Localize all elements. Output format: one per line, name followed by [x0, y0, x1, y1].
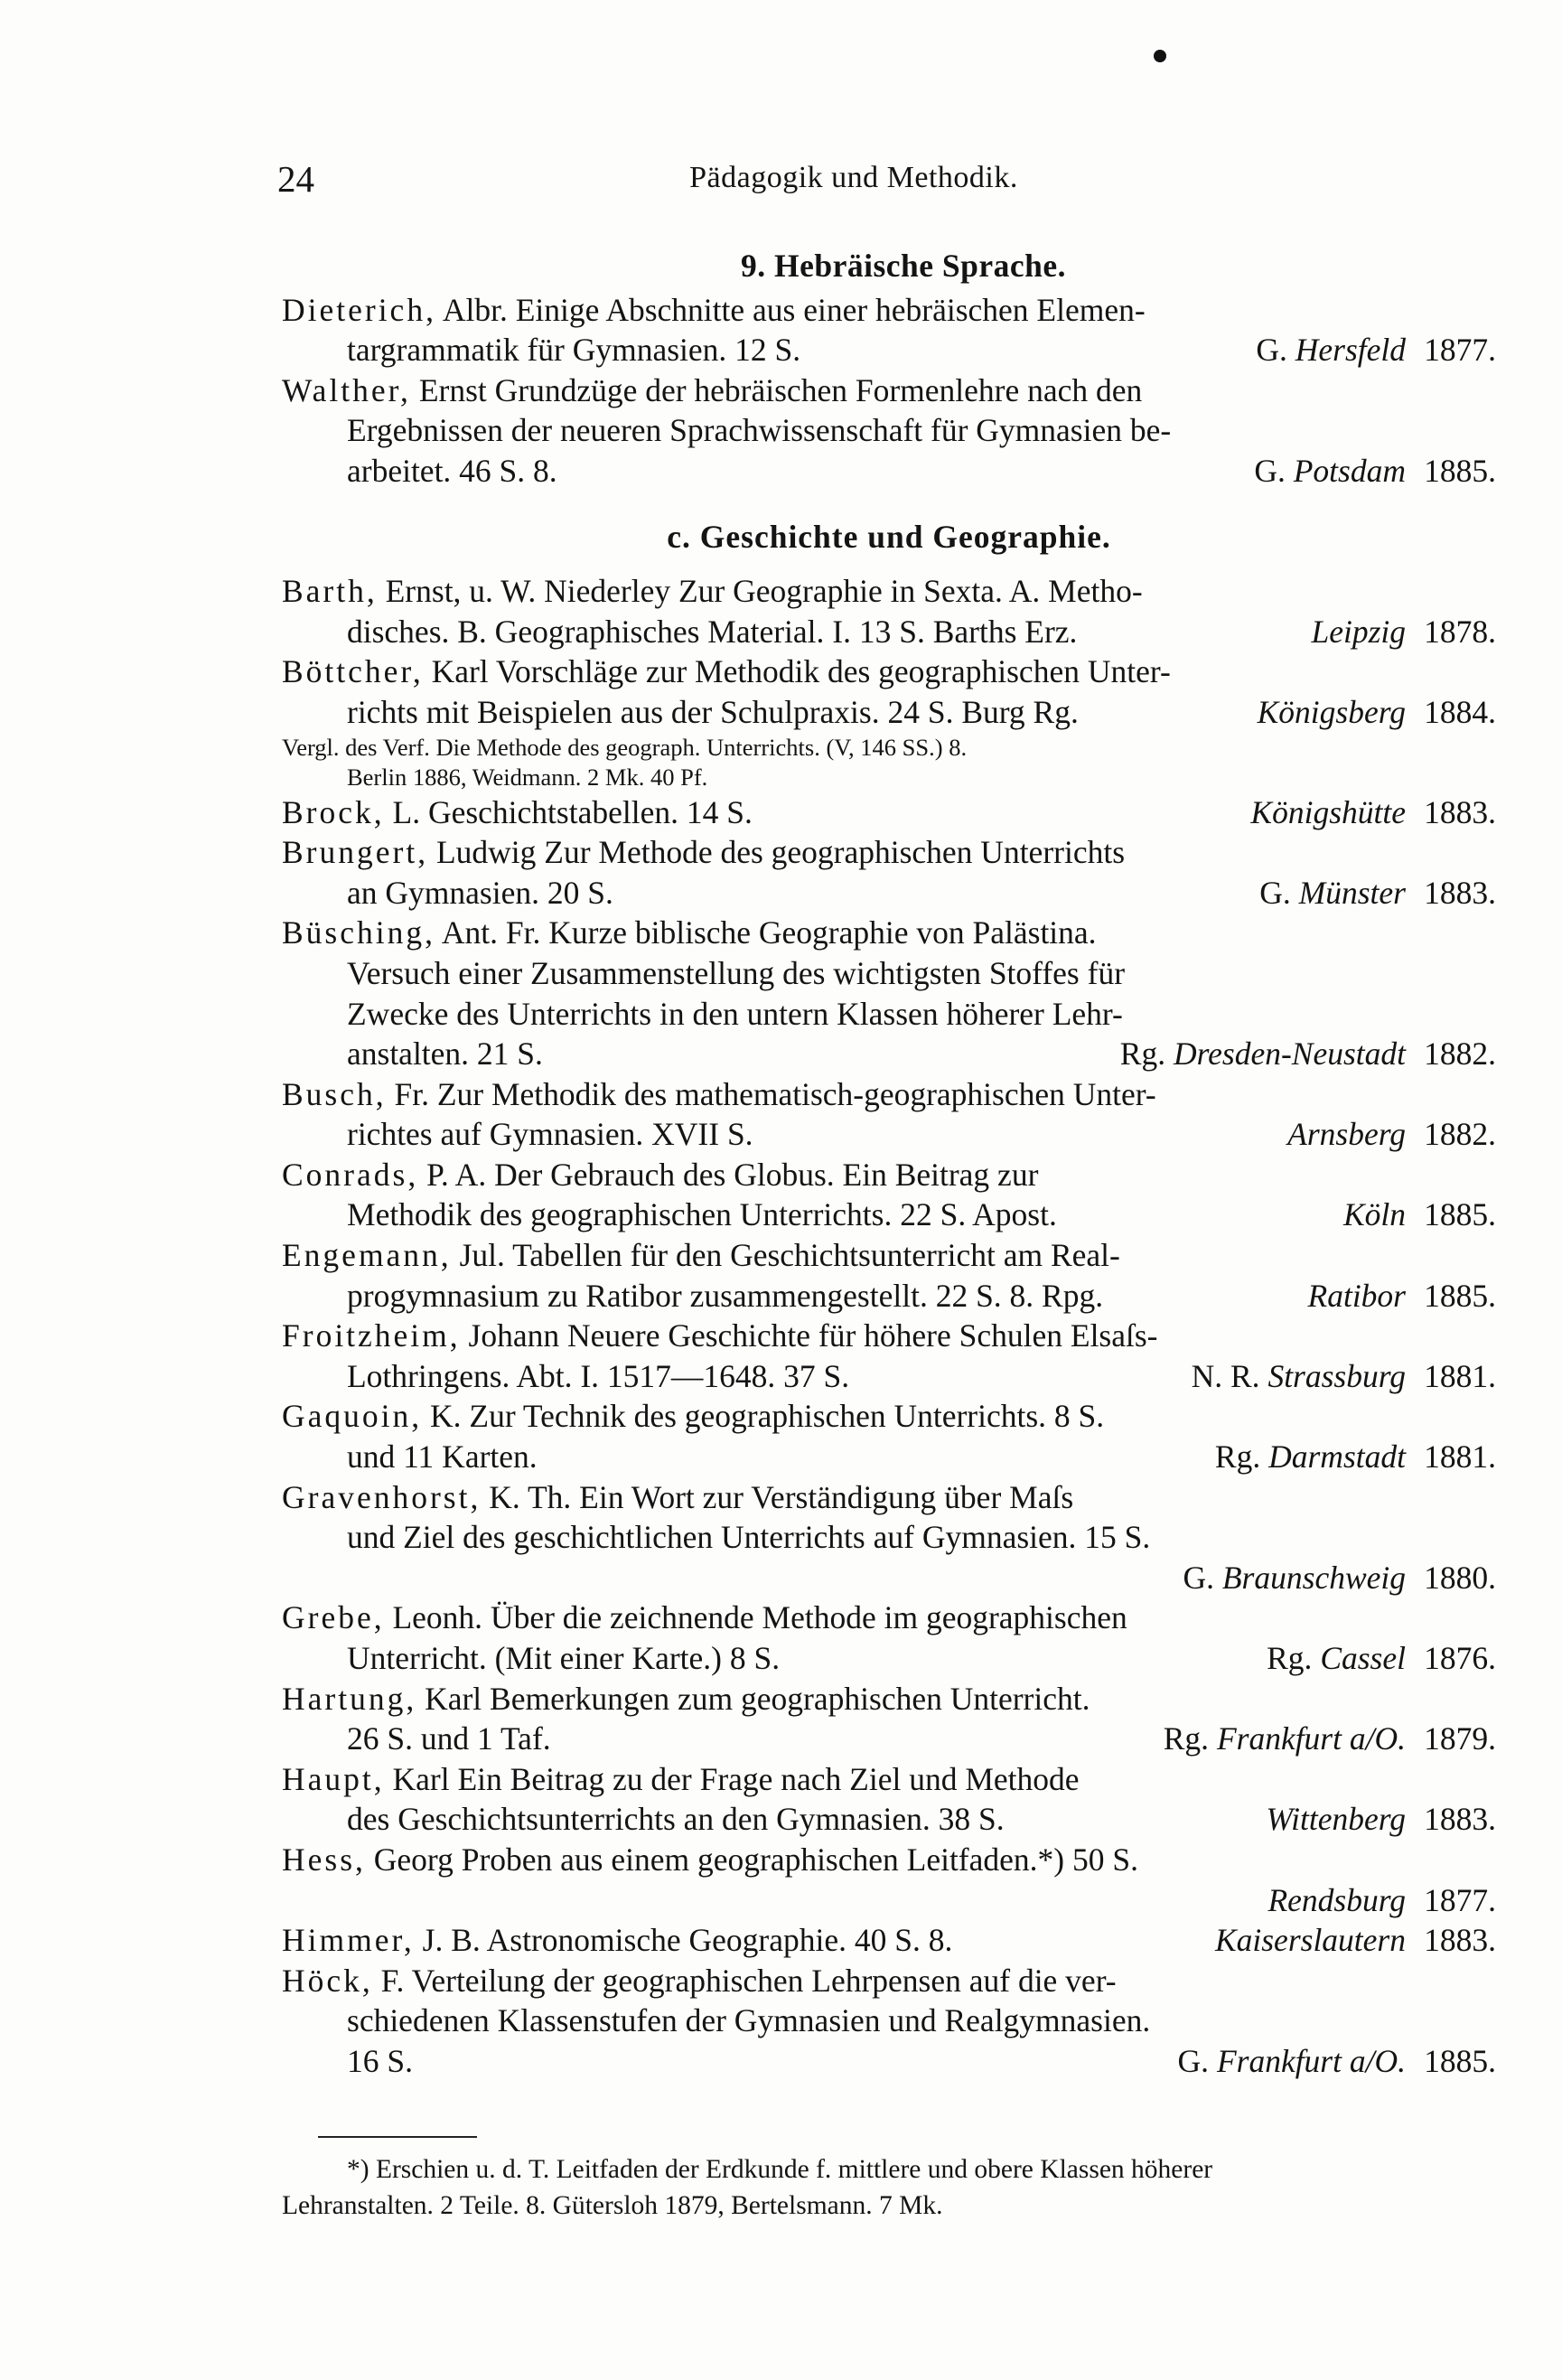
entry-place-name: Frankfurt a/O.: [1216, 2042, 1406, 2079]
bibliography-entry: [282, 1396, 1496, 1476]
entry-author: Brock,: [282, 793, 385, 830]
entry-text: Ergebnissen der neueren Sprachwissenschaft für Gymnasien be-: [347, 412, 1172, 449]
entry-place-name: Rendsburg: [1267, 1881, 1406, 1918]
entry-year: 1880.: [1424, 1559, 1496, 1596]
entry-line: [282, 913, 1496, 953]
footnote-line: Lehranstalten. 2 Teile. 8. Gütersloh 1879, Bertelsmann. 7 Mk.: [282, 2191, 943, 2220]
entry-line: [282, 953, 1496, 994]
entry-line: [282, 1437, 1496, 1477]
entry-text: Karl Bemerkungen zum geographischen Unterricht.: [425, 1680, 1090, 1717]
entry-year: 1876.: [1424, 1640, 1496, 1676]
entry-text: F. Verteilung der geographischen Lehrpensen auf die ver-: [380, 1962, 1117, 1999]
bibliography-entry: [282, 290, 1496, 370]
entry-place-name: Leipzig: [1311, 613, 1406, 650]
entry-text: targrammatik für Gymnasien. 12 S.: [347, 332, 801, 369]
entry-line: [282, 1517, 1496, 1558]
entry-school: G.: [1259, 874, 1291, 911]
bibliography-entry: [282, 571, 1496, 651]
entry-line: [282, 1961, 1496, 2001]
entry-author: Barth,: [282, 573, 378, 610]
entry-place-name: Potsdam: [1293, 452, 1406, 489]
entry-place-name: Hersfeld: [1295, 332, 1406, 369]
bibliography-entry: [282, 1477, 1496, 1598]
entry-line: [282, 2001, 1496, 2041]
entry-line: [282, 1558, 1496, 1598]
entry-text: an Gymnasien. 20 S.: [347, 874, 613, 911]
entry-text: K. Th. Ein Wort zur Verständigung über Maſs: [489, 1478, 1074, 1515]
section-heading-hebrew: 9. Hebräische Sprache.: [740, 248, 1067, 284]
page-number: 24: [277, 158, 314, 200]
entry-line: [282, 1074, 1496, 1115]
entry-author: Gravenhorst,: [282, 1478, 482, 1515]
bibliography-entry: [282, 1074, 1496, 1155]
entry-place-name: Braunschweig: [1221, 1559, 1406, 1596]
entry-place: [1311, 612, 1406, 652]
entry-line: [282, 1598, 1496, 1638]
entry-school: G.: [1183, 1559, 1214, 1596]
entries-hebrew: [282, 290, 1496, 492]
bibliography-entry: [282, 1155, 1496, 1235]
entry-place-name: Frankfurt a/O.: [1216, 1720, 1406, 1757]
entry-text: arbeitet. 46 S. 8.: [347, 452, 557, 489]
entry-line: [282, 1759, 1496, 1800]
entry-text: disches. B. Geographisches Material. I. 13 S. Barths Erz.: [347, 613, 1078, 650]
entry-place-name: Ratibor: [1307, 1277, 1406, 1314]
entry-year: 1884.: [1424, 693, 1496, 730]
entry-text: J. B. Astronomische Geographie. 40 S. 8.: [422, 1922, 953, 1959]
bibliography-entry: [282, 913, 1496, 1073]
page-header: [0, 157, 1562, 211]
entry-place: [1215, 1437, 1406, 1477]
entry-place-name: Arnsberg: [1287, 1116, 1406, 1153]
entry-school: Rg.: [1214, 1438, 1261, 1476]
entry-line: [282, 1799, 1496, 1840]
entry-author: Büsching,: [282, 914, 435, 951]
entry-line: [282, 1235, 1496, 1276]
entry-author: Walther,: [282, 371, 411, 408]
entry-school: Rg.: [1163, 1720, 1210, 1757]
entry-place: [1343, 1195, 1406, 1235]
entry-place: [1120, 1034, 1406, 1074]
entries-history-geography: [282, 571, 1496, 2081]
entry-year: 1883.: [1424, 1922, 1496, 1959]
entry-line: [282, 451, 1496, 492]
entry-school: N. R.: [1191, 1357, 1260, 1394]
entry-place-name: Strassburg: [1267, 1357, 1406, 1394]
entry-line: [282, 1679, 1496, 1719]
entry-line: [282, 1356, 1496, 1397]
entry-author: Hartung,: [282, 1680, 417, 1717]
entry-line: [282, 1276, 1496, 1316]
entry-text: Johann Neuere Geschichte für höhere Schulen Elsaſs-: [468, 1317, 1158, 1354]
entry-place: [1267, 1799, 1406, 1840]
bibliography-entry: [282, 1598, 1496, 1678]
entry-line: [282, 410, 1496, 451]
bibliography-entry: [282, 651, 1496, 792]
entry-note: [282, 733, 1496, 792]
entry-line: [282, 873, 1496, 914]
entry-note-line: Berlin 1886, Weidmann. 2 Mk. 40 Pf.: [347, 763, 708, 791]
entry-place: [1287, 1114, 1406, 1155]
entry-text: Zwecke des Unterrichts in den untern Klassen höherer Lehr-: [347, 995, 1123, 1032]
entry-line: [282, 1840, 1496, 1880]
entry-author: Busch,: [282, 1075, 387, 1112]
entry-text: Unterricht. (Mit einer Karte.) 8 S.: [347, 1640, 781, 1676]
bibliography-entry: [282, 1840, 1496, 1920]
bibliography-entry: [282, 1235, 1496, 1316]
entry-school: G.: [1254, 452, 1286, 489]
entry-school: G.: [1256, 332, 1287, 369]
entry-text: Karl Ein Beitrag zu der Frage nach Ziel und Methode: [392, 1760, 1080, 1797]
entry-place-name: Wittenberg: [1266, 1801, 1406, 1838]
entry-line: [282, 1155, 1496, 1195]
ink-dot: [1154, 50, 1166, 62]
entry-author: Froitzheim,: [282, 1317, 461, 1354]
entry-line: [282, 1638, 1496, 1679]
section-heading-history-geography: c. Geschichte und Geographie.: [667, 518, 1111, 555]
entry-year: 1882.: [1424, 1116, 1496, 1153]
entry-text: schiedenen Klassenstufen der Gymnasien und Realgymnasien.: [347, 2002, 1151, 2039]
entry-year: 1883.: [1424, 874, 1496, 911]
entry-line: [282, 1316, 1496, 1356]
entry-place: [1267, 1638, 1406, 1679]
entry-text: Karl Vorschläge zur Methodik des geographischen Unter-: [431, 653, 1171, 690]
entry-author: Engemann,: [282, 1237, 452, 1274]
entry-line: [282, 1195, 1496, 1235]
bibliography-entry: [282, 1759, 1496, 1840]
entry-text: progymnasium zu Ratibor zusammengestellt. 22 S. 8. Rpg.: [347, 1277, 1104, 1314]
entry-year: 1885.: [1424, 452, 1496, 489]
entry-text: Ernst, u. W. Niederley Zur Geographie in Sexta. A. Metho-: [385, 573, 1143, 610]
bibliography-entry: [282, 1316, 1496, 1396]
entry-line: [282, 1034, 1496, 1074]
entry-text: Methodik des geographischen Unterrichts. 22 S. Apost.: [347, 1196, 1057, 1233]
entry-author: Conrads,: [282, 1156, 419, 1193]
entry-note-line: Vergl. des Verf. Die Methode des geograph. Unterrichts. (V, 146 SS.) 8.: [282, 733, 968, 761]
entry-place: [1308, 1276, 1406, 1316]
entry-text: Ernst Grundzüge der hebräischen Formenlehre nach den: [418, 371, 1143, 408]
entry-year: 1885.: [1424, 1277, 1496, 1314]
entry-text: Versuch einer Zusammenstellung des wichtigsten Stoffes für: [347, 954, 1126, 991]
entry-place: [1254, 451, 1406, 492]
entry-text: des Geschichtsunterrichts an den Gymnasien. 38 S.: [347, 1801, 1005, 1838]
entry-text: richts mit Beispielen aus der Schulpraxis. 24 S. Burg Rg.: [347, 693, 1079, 730]
entry-place-name: Cassel: [1320, 1640, 1406, 1676]
entry-author: Dieterich,: [282, 291, 436, 328]
entry-line: [282, 792, 1496, 833]
entry-author: Gaquoin,: [282, 1398, 423, 1435]
entry-line: [282, 370, 1496, 411]
bibliography-entry: [282, 1679, 1496, 1759]
entry-line: [282, 692, 1496, 733]
entry-place-name: Kaiserslautern: [1214, 1922, 1406, 1959]
entry-place-name: Köln: [1342, 1196, 1406, 1233]
entry-line: [282, 330, 1496, 370]
entry-author: Brungert,: [282, 834, 429, 871]
entry-author: Höck,: [282, 1962, 373, 1999]
entry-text: 26 S. und 1 Taf.: [347, 1720, 551, 1757]
entry-year: 1877.: [1424, 1881, 1496, 1918]
entry-place: [1258, 692, 1406, 733]
entry-line: [282, 1114, 1496, 1155]
entry-place: [1164, 1719, 1406, 1759]
entry-place: [1183, 1558, 1406, 1598]
entry-year: 1879.: [1424, 1720, 1496, 1757]
entry-place: [1267, 1880, 1406, 1921]
entry-text: anstalten. 21 S.: [347, 1035, 543, 1073]
entry-text: 16 S.: [347, 2042, 413, 2079]
entry-text: L. Geschichtstabellen. 14 S.: [392, 793, 753, 830]
entry-author: Grebe,: [282, 1599, 385, 1636]
entry-line: [282, 994, 1496, 1035]
entry-text: Fr. Zur Methodik des mathematisch-geographischen Unter-: [394, 1075, 1156, 1112]
entry-place-name: Königsberg: [1257, 693, 1406, 730]
entry-line: [282, 1880, 1496, 1921]
bibliography-entry: [282, 1961, 1496, 2082]
entry-year: 1885.: [1424, 1196, 1496, 1233]
entry-text: Georg Proben aus einem geographischen Leitfaden.*) 50 S.: [373, 1841, 1138, 1878]
entry-text: Lothringens. Abt. I. 1517—1648. 37 S.: [347, 1357, 850, 1394]
entry-text: Ant. Fr. Kurze biblische Geographie von Palästina.: [441, 914, 1097, 951]
entry-year: 1883.: [1424, 1801, 1496, 1838]
entry-author: Himmer,: [282, 1922, 415, 1959]
entry-line: [282, 290, 1496, 331]
entry-line: [282, 1477, 1496, 1518]
entry-year: 1885.: [1424, 2042, 1496, 2079]
entry-place: [1250, 792, 1406, 833]
entry-line: [282, 1920, 1496, 1961]
entry-text: Albr. Einige Abschnitte aus einer hebräischen Elemen-: [442, 291, 1146, 328]
entry-text: Ludwig Zur Methode des geographischen Unterrichts: [435, 834, 1126, 871]
entry-author: Böttcher,: [282, 653, 424, 690]
footnote-rule: [318, 2136, 477, 2138]
entry-year: 1878.: [1424, 613, 1496, 650]
entry-year: 1881.: [1424, 1357, 1496, 1394]
entry-place-name: Münster: [1298, 874, 1406, 911]
entry-place-name: Königshütte: [1250, 793, 1406, 830]
entry-line: [282, 571, 1496, 612]
footnote: [282, 2151, 1496, 2224]
entry-text: K. Zur Technik des geographischen Unterrichts. 8 S.: [430, 1398, 1105, 1435]
entry-line: [282, 832, 1496, 873]
entry-line: [282, 651, 1496, 692]
bibliography-entry: [282, 792, 1496, 833]
bibliography-entry: [282, 370, 1496, 492]
entry-year: 1881.: [1424, 1438, 1496, 1476]
entry-school: Rg.: [1267, 1640, 1313, 1676]
running-title: Pädagogik und Methodik.: [689, 161, 1018, 194]
entry-place: [1192, 1356, 1406, 1397]
entry-line: [282, 1396, 1496, 1437]
entry-place-name: Darmstadt: [1268, 1438, 1406, 1476]
entry-text: und Ziel des geschichtlichen Unterrichts auf Gymnasien. 15 S.: [347, 1519, 1151, 1556]
entry-text: Jul. Tabellen für den Geschichtsunterricht am Real-: [459, 1237, 1120, 1274]
entry-text: Leonh. Über die zeichnende Methode im geographischen: [392, 1599, 1127, 1636]
entry-school: Rg.: [1119, 1035, 1166, 1073]
entry-text: richtes auf Gymnasien. XVII S.: [347, 1116, 753, 1153]
footnote-line: *) Erschien u. d. T. Leitfaden der Erdkunde f. mittlere und obere Klassen höherer: [347, 2155, 1213, 2184]
entry-author: Haupt,: [282, 1760, 385, 1797]
entry-place-name: Dresden-Neustadt: [1173, 1035, 1406, 1073]
bibliography-entry: [282, 832, 1496, 913]
entry-place: [1256, 330, 1406, 370]
entry-text: und 11 Karten.: [347, 1438, 538, 1476]
entry-place: [1178, 2041, 1406, 2082]
entry-place: [1215, 1920, 1406, 1961]
entry-place: [1259, 873, 1406, 914]
entry-author: Hess,: [282, 1841, 366, 1878]
entry-year: 1882.: [1424, 1035, 1496, 1073]
entry-school: G.: [1177, 2042, 1210, 2079]
entry-line: [282, 2041, 1496, 2082]
entry-line: [282, 612, 1496, 652]
entry-text: P. A. Der Gebrauch des Globus. Ein Beitrag zur: [426, 1156, 1039, 1193]
entry-line: [282, 1719, 1496, 1759]
entry-year: 1877.: [1424, 332, 1496, 369]
page-body: [282, 246, 1496, 2082]
bibliography-entry: [282, 1920, 1496, 1961]
entry-year: 1883.: [1424, 793, 1496, 830]
